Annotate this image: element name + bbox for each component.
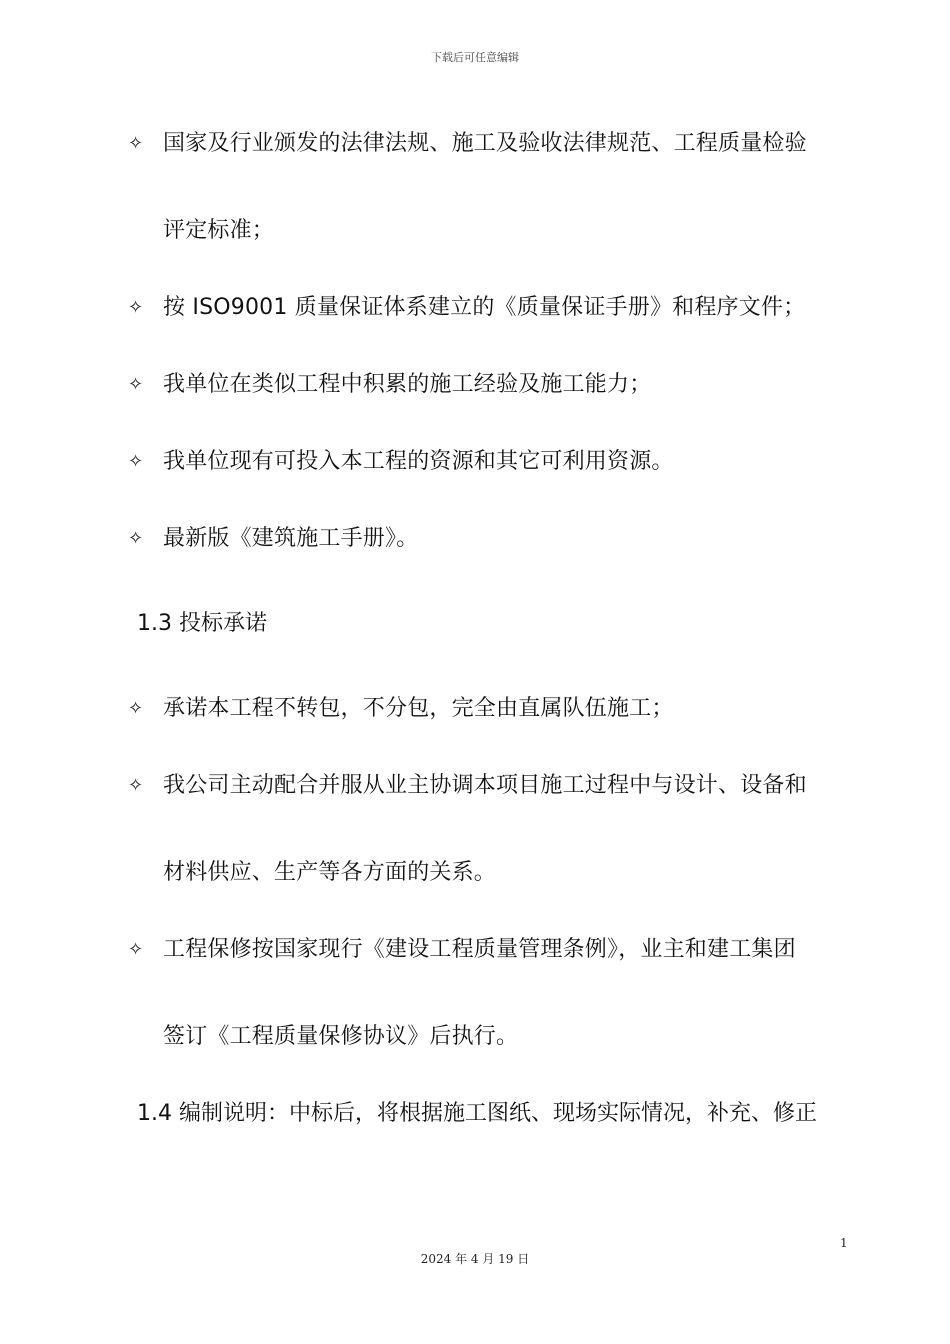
section-title: 投标承诺 — [179, 611, 268, 636]
list-item-text-continued: 评定标准； — [163, 218, 275, 243]
list-item-text: 承诺本工程不转包，不分包，完全由直属队伍施工； — [163, 696, 674, 721]
list-item-text: 最新版《建筑施工手册》。 — [163, 526, 419, 551]
bullet-icon: ✧ — [128, 297, 144, 318]
bullet-icon: ✧ — [128, 939, 144, 960]
bullet-icon: ✧ — [128, 133, 144, 154]
bullet-icon: ✧ — [128, 528, 144, 549]
list-item-text: 我单位在类似工程中积累的施工经验及施工能力； — [163, 372, 652, 397]
list-item-text-continued: 签订《工程质量保修协议》后执行。 — [163, 1024, 519, 1049]
list-item-text: 工程保修按国家现行《建设工程质量管理条例》，业主和建工集团 — [163, 937, 796, 962]
page-number: 1 — [840, 1236, 848, 1250]
section-number: 1.3 — [137, 611, 172, 636]
section-number: 1.4 — [137, 1101, 172, 1126]
page-header: 下载后可任意编辑 — [431, 51, 519, 64]
bullet-icon: ✧ — [128, 775, 144, 796]
bullet-icon: ✧ — [128, 374, 144, 395]
footer-date: 2024 年 4 月 19 日 — [420, 1252, 530, 1266]
bullet-icon: ✧ — [128, 451, 144, 472]
list-item-text-continued: 材料供应、生产等各方面的关系。 — [163, 860, 497, 885]
list-item-text: 国家及行业颁发的法律法规、施工及验收法律规范、工程质量检验 — [163, 131, 807, 156]
bullet-icon: ✧ — [128, 698, 144, 719]
list-item-text: 我单位现有可投入本工程的资源和其它可利用资源。 — [163, 449, 674, 474]
list-item-text: 按 ISO9001 质量保证体系建立的《质量保证手册》和程序文件； — [163, 295, 806, 320]
list-item-text: 我公司主动配合并服从业主协调本项目施工过程中与设计、设备和 — [163, 773, 807, 798]
section-paragraph: 编制说明：中标后，将根据施工图纸、现场实际情况，补充、修正 — [179, 1101, 818, 1126]
